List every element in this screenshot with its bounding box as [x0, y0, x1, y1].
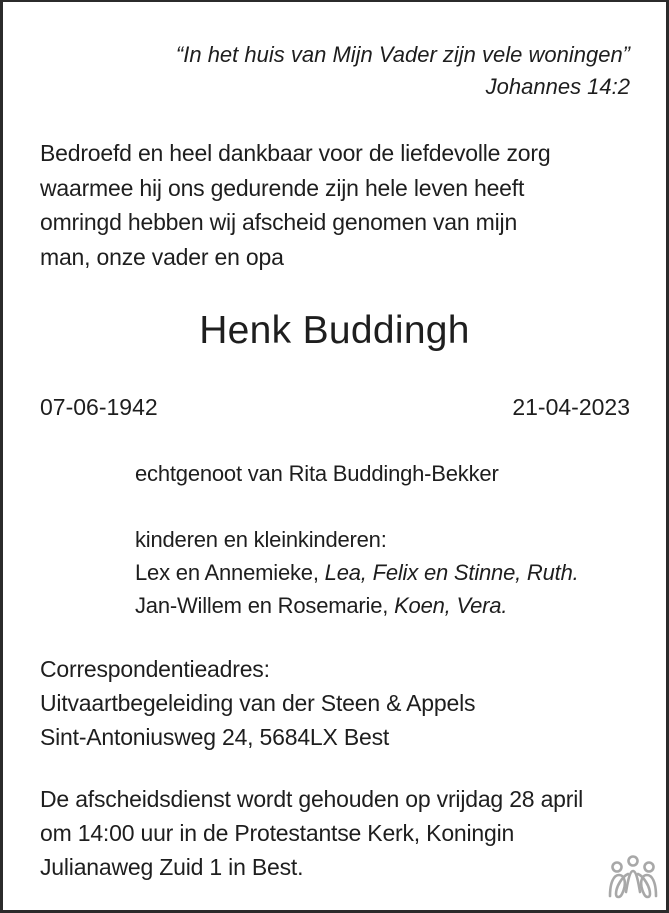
correspondence-line: Uitvaartbegeleiding van der Steen & Appels: [40, 690, 476, 716]
intro-line: Bedroefd en heel dankbaar voor de liefdevolle zorg: [40, 140, 551, 166]
child-parents: Lex en Annemieke,: [135, 560, 325, 585]
grandchildren-names: Lea, Felix en Stinne, Ruth.: [324, 560, 579, 585]
intro-text: [40, 136, 550, 274]
child-family-line: [135, 556, 579, 589]
children-heading: kinderen en kleinkinderen:: [135, 527, 387, 552]
intro-line: man, onze vader en opa: [40, 243, 284, 270]
intro-line: omringd hebben wij afscheid genomen van mijn: [40, 209, 518, 235]
service-line: De afscheidsdienst wordt gehouden op vrijdag 28 april: [40, 786, 584, 812]
date-of-death: 21-04-2023: [512, 394, 630, 420]
correspondence-address: [40, 652, 475, 754]
family-people-icon: [608, 854, 658, 900]
service-details: [40, 782, 583, 884]
bible-quote: “In het huis van Mijn Vader zijn vele woningen”: [175, 42, 630, 67]
service-line: om 14:00 uur in de Protestantse Kerk, Koningin: [40, 820, 515, 846]
service-line: Julianaweg Zuid 1 in Best.: [40, 854, 304, 880]
deceased-name: Henk Buddingh: [199, 309, 470, 352]
correspondence-line: Sint-Antoniusweg 24, 5684LX Best: [40, 724, 390, 750]
correspondence-heading: Correspondentieadres:: [40, 656, 270, 682]
grandchildren-names: Koen, Vera.: [394, 593, 508, 618]
child-family-line: [135, 589, 507, 622]
date-of-birth: 07-06-1942: [40, 394, 158, 420]
spouse-line: echtgenoot van Rita Buddingh-Bekker: [135, 461, 499, 486]
bible-quote-reference: Johannes 14:2: [485, 74, 630, 99]
intro-line: waarmee hij ons gedurende zijn hele leven heeft: [40, 174, 525, 201]
child-parents: Jan-Willem en Rosemarie,: [135, 593, 395, 618]
